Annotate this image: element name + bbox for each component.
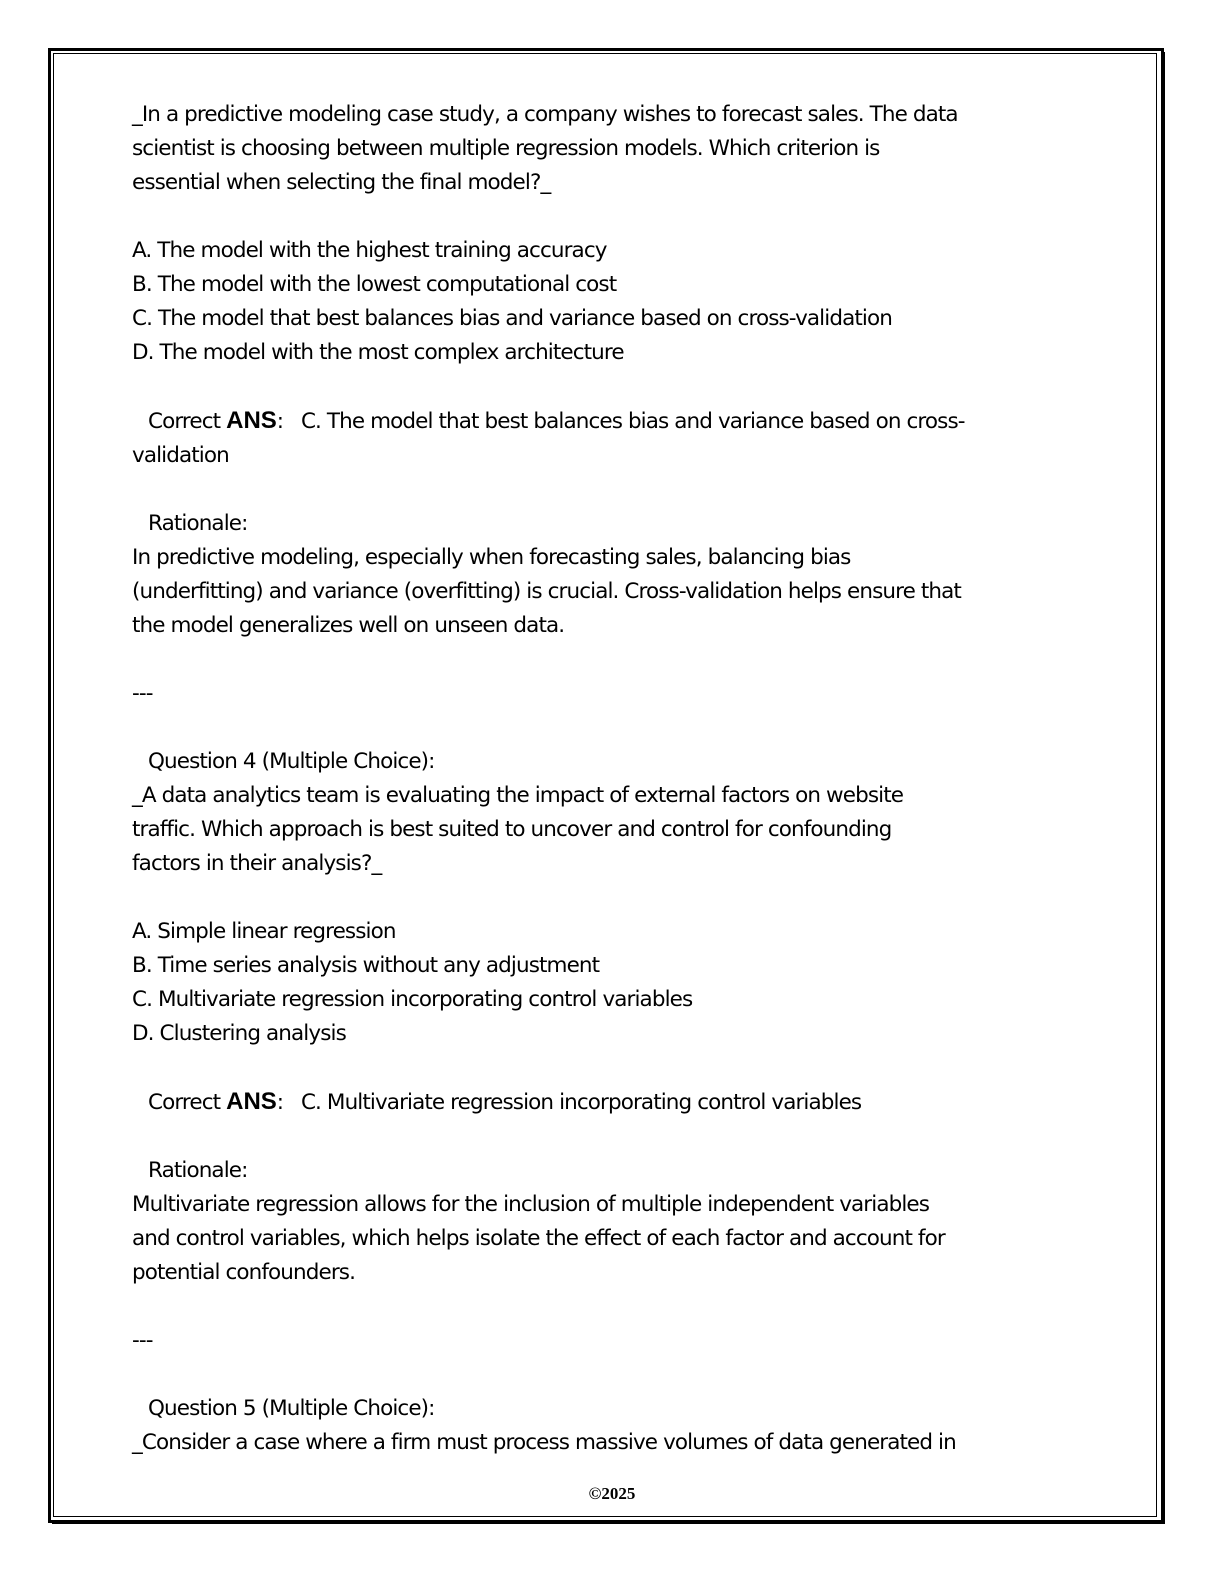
rationale-line: (underfitting) and variance (overfitting) is crucial. Cross-validation helps ensure that bbox=[132, 579, 961, 604]
question-5 bbox=[132, 1392, 1092, 1460]
stem-line: scientist is choosing between multiple regression models. Which criterion is bbox=[132, 136, 880, 161]
rationale-line: Multivariate regression allows for the inclusion of multiple independent variables bbox=[132, 1192, 930, 1217]
stem-line: _A data analytics team is evaluating the impact of external factors on website bbox=[132, 783, 904, 808]
rationale-line: In predictive modeling, especially when forecasting sales, balancing bias bbox=[132, 545, 851, 570]
option-b: B. The model with the lowest computational cost bbox=[132, 272, 617, 297]
question-3-stem bbox=[132, 98, 1092, 200]
question-3-answer bbox=[132, 404, 1092, 473]
answer-colon: : bbox=[276, 409, 301, 434]
question-4-answer bbox=[132, 1085, 1092, 1120]
answer-colon: : bbox=[276, 1090, 301, 1115]
option-d: D. Clustering analysis bbox=[132, 1021, 346, 1046]
answer-text-continued: validation bbox=[132, 443, 229, 468]
copyright-footer: ©2025 bbox=[588, 1484, 636, 1503]
answer-text: C. Multivariate regression incorporating control variables bbox=[300, 1090, 862, 1115]
option-c: C. Multivariate regression incorporating control variables bbox=[132, 987, 693, 1012]
rationale-line: and control variables, which helps isolate the effect of each factor and account for bbox=[132, 1226, 945, 1251]
rationale-line: the model generalizes well on unseen data. bbox=[132, 613, 565, 638]
separator: --- bbox=[132, 1328, 153, 1353]
answer-line bbox=[132, 404, 1092, 439]
option-a: A. Simple linear regression bbox=[132, 919, 396, 944]
rationale-heading: Rationale: bbox=[148, 1158, 248, 1183]
stem-line: factors in their analysis?_ bbox=[132, 851, 382, 876]
stem-line: traffic. Which approach is best suited to uncover and control for confounding bbox=[132, 817, 892, 842]
answer-prefix: Correct bbox=[148, 1090, 227, 1115]
option-a: A. The model with the highest training accuracy bbox=[132, 238, 607, 263]
option-b: B. Time series analysis without any adjustment bbox=[132, 953, 600, 978]
page-border-shadow-bottom bbox=[52, 1523, 1165, 1524]
ans-label: ANS bbox=[226, 1088, 277, 1115]
answer-line bbox=[132, 1085, 1092, 1120]
rationale-line: potential confounders. bbox=[132, 1260, 355, 1285]
option-c: C. The model that best balances bias and variance based on cross-validation bbox=[132, 306, 892, 331]
question-4-rationale bbox=[132, 1154, 1092, 1290]
separator: --- bbox=[132, 681, 153, 706]
option-d: D. The model with the most complex architecture bbox=[132, 340, 624, 365]
question-heading: Question 5 (Multiple Choice): bbox=[148, 1396, 435, 1421]
stem-line: _Consider a case where a firm must process massive volumes of data generated in bbox=[132, 1430, 956, 1455]
stem-line: essential when selecting the final model?_ bbox=[132, 170, 551, 195]
document-body bbox=[132, 98, 1092, 1460]
answer-prefix: Correct bbox=[148, 409, 227, 434]
rationale-heading: Rationale: bbox=[148, 511, 248, 536]
question-3-rationale bbox=[132, 507, 1092, 643]
question-4-options bbox=[132, 915, 1092, 1051]
stem-line: _In a predictive modeling case study, a company wishes to forecast sales. The data bbox=[132, 102, 958, 127]
ans-label: ANS bbox=[226, 407, 277, 434]
question-4 bbox=[132, 745, 1092, 881]
page-border-shadow-right bbox=[1164, 52, 1165, 1524]
question-3-options bbox=[132, 234, 1092, 370]
question-heading: Question 4 (Multiple Choice): bbox=[148, 749, 435, 774]
answer-text: C. The model that best balances bias and variance based on cross- bbox=[300, 409, 965, 434]
